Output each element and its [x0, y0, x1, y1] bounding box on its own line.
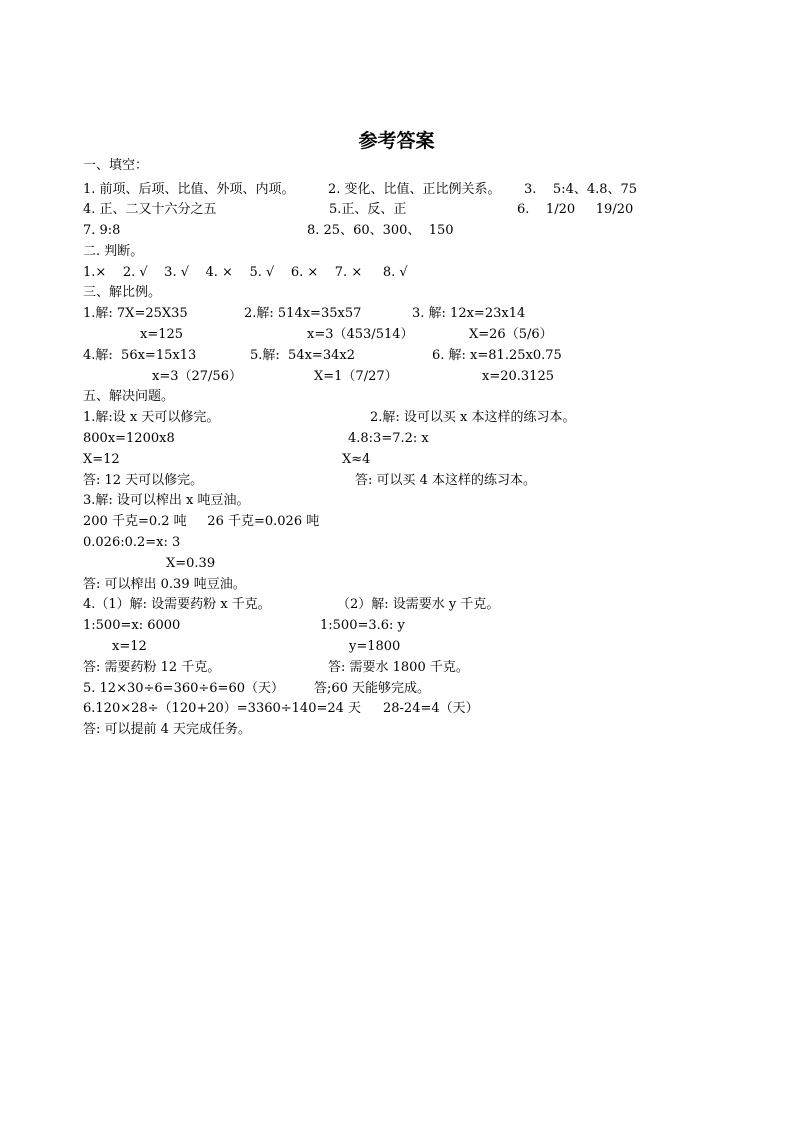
- answer-line: 2.解: 514x=35x57: [244, 306, 362, 321]
- answer-line: 答: 需要水 1800 千克。: [328, 660, 469, 675]
- section-heading-fill-blank: 一、填空：: [83, 158, 149, 173]
- answer-line: x=12: [112, 639, 147, 654]
- answer-line: X=26（5/6）: [469, 327, 553, 342]
- answer-line: 1.解:设 x 天可以修完。: [83, 410, 220, 425]
- answer-line: 答: 可以买 4 本这样的练习本。: [355, 473, 537, 488]
- answer-line: 1. 前项、后项、比值、外项、内项。: [83, 182, 295, 197]
- answer-line: 8. 25、60、300、 150: [307, 223, 454, 238]
- answer-line: x=125: [140, 327, 184, 342]
- answer-line: 2.解: 设可以买 x 本这样的练习本。: [370, 410, 576, 425]
- section-heading-judge: 二. 判断。: [83, 244, 144, 259]
- answer-line: 1.× 2. √ 3. √ 4. × 5. √ 6. × 7. × 8. √: [83, 265, 408, 280]
- answer-line: 28-24=4（天）: [383, 701, 479, 716]
- answer-line: X=12: [83, 452, 120, 467]
- answer-line: 答;60 天能够完成。: [314, 681, 431, 696]
- answer-line: 4.（1）解: 设需要药粉 x 千克。: [83, 597, 271, 612]
- answer-line: 1:500=x: 6000: [83, 618, 181, 633]
- answer-line: （2）解: 设需要水 y 千克。: [337, 597, 500, 612]
- answer-line: y=1800: [349, 639, 401, 654]
- answer-line: x=20.3125: [482, 369, 554, 384]
- answer-line: 1:500=3.6: y: [320, 618, 405, 633]
- answer-line: x=3（27/56）: [152, 369, 242, 384]
- answer-line: 6. 1/20 19/20: [517, 202, 634, 217]
- answer-line: 6. 解: x=81.25x0.75: [432, 348, 562, 363]
- answer-line: 答: 可以提前 4 天完成任务。: [83, 722, 252, 737]
- answer-line: 1.解: 7X=25X35: [83, 306, 188, 321]
- answer-line: 0.026:0.2=x: 3: [83, 535, 181, 550]
- answer-line: x=3（453/514）: [307, 327, 414, 342]
- page-title: 参考答案: [358, 130, 435, 152]
- answer-line: X≈4: [342, 452, 371, 467]
- section-heading-problems: 五、解决问题。: [83, 389, 175, 404]
- answer-line: 4.8:3=7.2: x: [348, 431, 429, 446]
- answer-line: 答: 12 天可以修完。: [83, 473, 204, 488]
- answer-line: 4. 正、二又十六分之五: [83, 202, 217, 217]
- answer-line: 7. 9:8: [83, 223, 121, 238]
- answer-line: 4.解: 56x=15x13: [83, 348, 197, 363]
- answer-line: 800x=1200x8: [83, 431, 175, 446]
- answer-line: 答: 需要药粉 12 千克。: [83, 660, 221, 675]
- answer-line: 6.120×28÷（120+20）=3360÷140=24 天: [83, 701, 362, 716]
- answer-line: 5.正、反、正: [329, 202, 407, 217]
- answer-line: 3. 解: 12x=23x14: [412, 306, 526, 321]
- answer-line: 3. 5:4、4.8、75: [524, 182, 638, 197]
- answer-line: 200 千克=0.2 吨 26 千克=0.026 吨: [83, 514, 320, 529]
- answer-line: 3.解: 设可以榨出 x 吨豆油。: [83, 493, 250, 508]
- answer-line: 2. 变化、比值、正比例关系。: [328, 182, 501, 197]
- answer-line: 5. 12×30÷6=360÷6=60（天）: [83, 681, 284, 696]
- section-heading-proportion: 三、解比例。: [83, 285, 162, 300]
- answer-line: X=1（7/27）: [314, 369, 398, 384]
- answer-line: X=0.39: [166, 556, 216, 571]
- answer-line: 5.解: 54x=34x2: [250, 348, 355, 363]
- answer-line: 答: 可以榨出 0.39 吨豆油。: [83, 577, 246, 592]
